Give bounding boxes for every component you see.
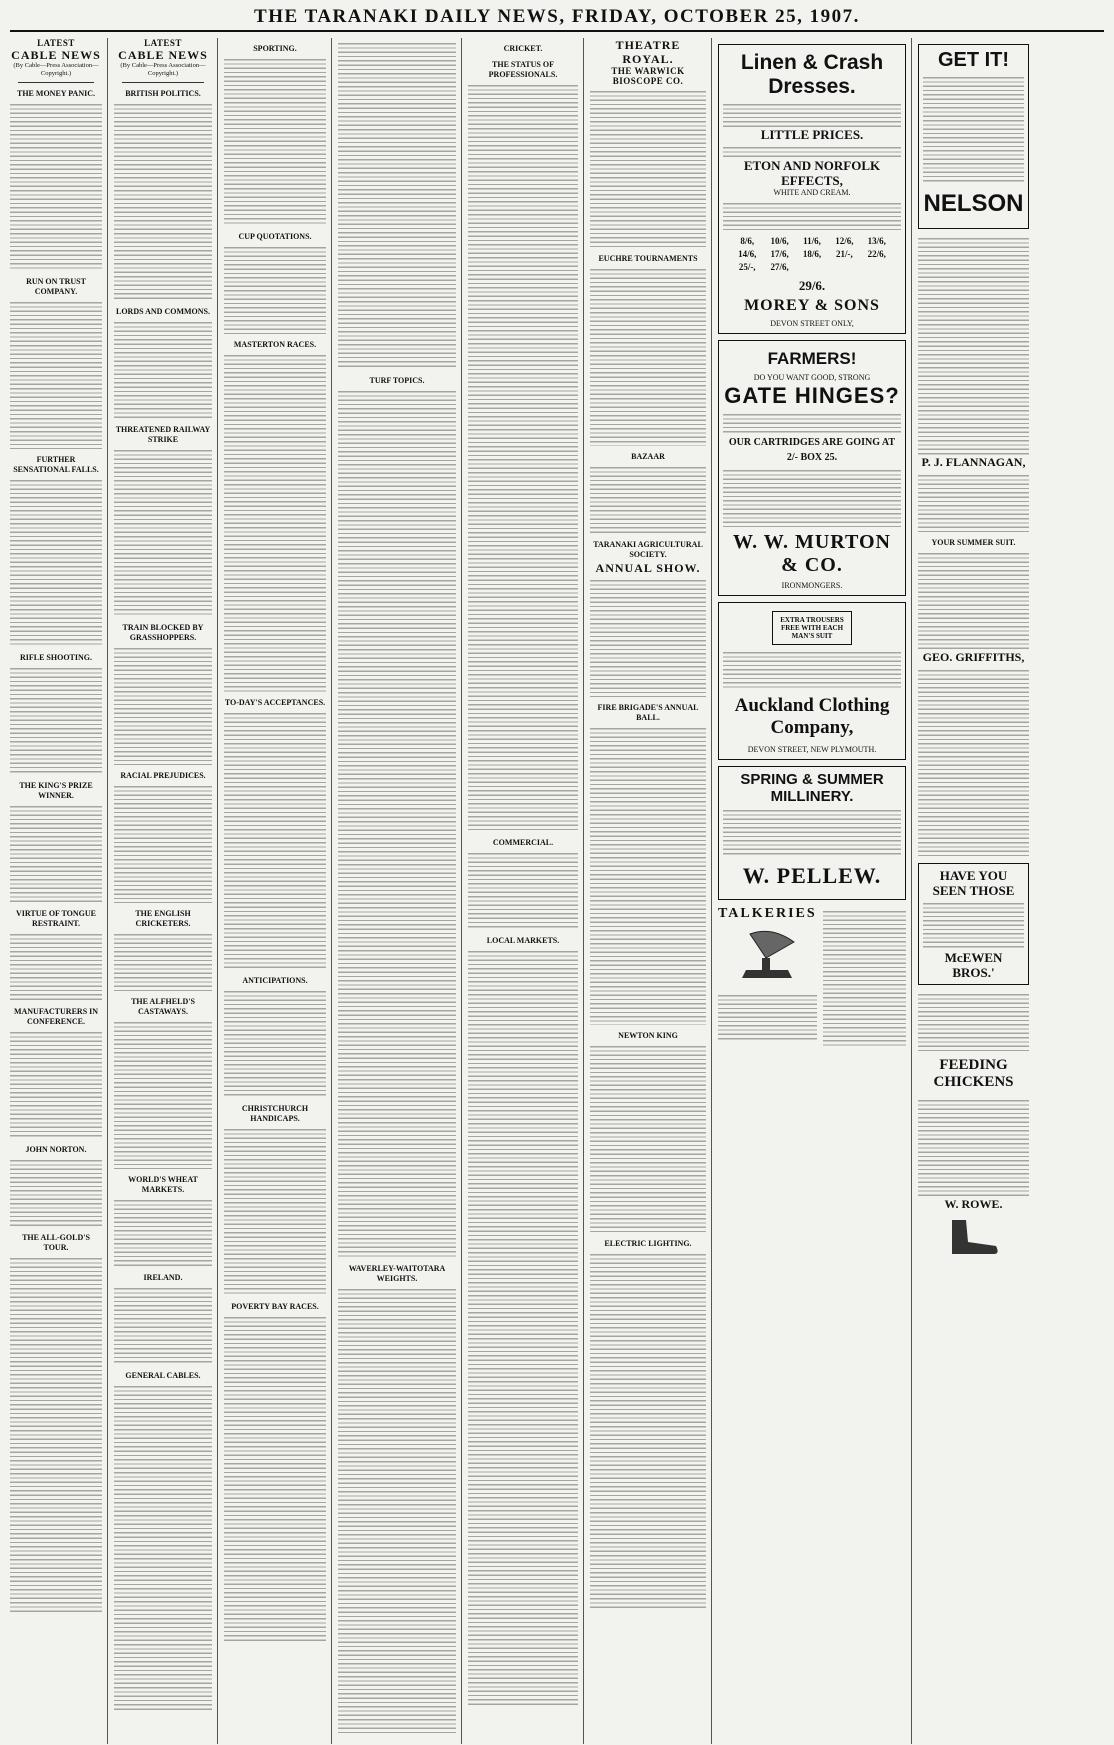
- cable-news-title: CABLE NEWS: [11, 48, 101, 62]
- article-heading: THE STATUS OF PROFESSIONALS.: [488, 60, 558, 79]
- article-heading: LORDS AND COMMONS.: [115, 307, 210, 316]
- flannagan-name: P. J. FLANNAGAN,: [921, 455, 1026, 469]
- section-heading: CRICKET.: [503, 44, 543, 53]
- talkeries-headline: TALKERIES: [718, 906, 817, 921]
- masthead: THE TARANAKI DAILY NEWS, FRIDAY, OCTOBER 25, 1907.: [10, 6, 1104, 32]
- ad-body: [718, 992, 817, 1042]
- ad-body: [918, 1097, 1029, 1197]
- ad-body: [823, 908, 906, 1048]
- notice-body: [590, 725, 706, 1025]
- price: 21/-,: [836, 249, 853, 259]
- annual-show-heading: ANNUAL SHOW.: [595, 561, 701, 575]
- divider: [122, 82, 204, 83]
- article-heading: TRAIN BLOCKED BY GRASSHOPPERS.: [122, 623, 204, 642]
- article-heading: FURTHER SENSATIONAL FALLS.: [13, 455, 99, 474]
- column-grid: [10, 38, 1104, 1744]
- article-body: [338, 388, 456, 1258]
- article-heading: RIFLE SHOOTING.: [19, 653, 92, 662]
- column-advertisements: [718, 38, 912, 1744]
- talkeries-ad: [718, 906, 817, 1048]
- article-heading: WAVERLEY-WAITOTARA WEIGHTS.: [348, 1264, 446, 1283]
- devon-street-address: DEVON STREET ONLY,: [770, 319, 854, 328]
- article-body: [338, 1286, 456, 1736]
- article-body: [224, 1126, 326, 1296]
- lower-ads: [718, 906, 906, 1048]
- article-heading: WORLD'S WHEAT MARKETS.: [128, 1175, 198, 1194]
- article-body: [10, 931, 102, 1001]
- theatre-royal-heading: THEATRE ROYAL.: [615, 38, 681, 66]
- ad-body: [723, 200, 901, 230]
- article-body: [10, 665, 102, 775]
- article-heading: RUN ON TRUST COMPANY.: [26, 277, 86, 296]
- notice-body: [590, 266, 706, 446]
- article-body: [10, 803, 102, 903]
- notice-body: [590, 577, 706, 697]
- market-prices: [468, 948, 578, 1708]
- notice-body: [590, 1251, 706, 1611]
- column-sporting: [224, 38, 332, 1744]
- gate-hinges-headline: GATE HINGES?: [724, 383, 900, 408]
- column-turf: [338, 38, 462, 1744]
- article-heading: THREATENED RAILWAY STRIKE: [115, 425, 211, 444]
- article-heading: THE KING'S PRIZE WINNER.: [19, 781, 93, 800]
- press-byline: (By Cable—Press Association—Copyright.): [120, 62, 206, 77]
- notice-heading: FIRE BRIGADE'S ANNUAL BALL.: [597, 703, 699, 722]
- auckland-clothing-ad: [718, 602, 906, 760]
- article-body: [224, 710, 326, 970]
- notice-body: [590, 88, 706, 248]
- article-body: [10, 477, 102, 647]
- ad-body: [918, 667, 1029, 857]
- notice-heading: TARANAKI AGRICULTURAL SOCIETY.: [593, 540, 703, 559]
- linen-crash-headline: Linen & Crash Dresses.: [740, 51, 884, 98]
- article-heading: IRELAND.: [143, 1273, 183, 1282]
- boot-icon: [944, 1216, 1004, 1258]
- article-heading: THE MONEY PANIC.: [17, 89, 95, 98]
- mcewen-name: McEWEN BROS.': [944, 950, 1003, 980]
- article-body: [224, 352, 326, 692]
- ad-body: [723, 101, 901, 127]
- ad-body: [723, 467, 901, 527]
- extra-trousers-box: EXTRA TROUSERS FREE WITH EACH MAN'S SUIT: [772, 611, 852, 645]
- price: 14/6,: [738, 249, 757, 259]
- cartridges-line: OUR CARTRIDGES ARE GOING AT 2/- BOX 25.: [728, 437, 896, 463]
- article-heading: GENERAL CABLES.: [125, 1371, 201, 1380]
- article-body: [10, 1255, 102, 1615]
- article-heading: BRITISH POLITICS.: [125, 89, 201, 98]
- murton-ad: [718, 340, 906, 596]
- section-heading: COMMERCIAL.: [492, 838, 554, 847]
- article-body: [114, 645, 212, 765]
- cable-news-title: CABLE NEWS: [118, 48, 208, 62]
- article-body: [10, 1029, 102, 1139]
- little-prices-heading: LITTLE PRICES.: [760, 127, 864, 142]
- morey-sons-name: MOREY & SONS: [744, 297, 880, 314]
- article-body: [10, 1157, 102, 1227]
- farmers-sub: DO YOU WANT GOOD, STRONG: [753, 373, 871, 382]
- article-body: [114, 783, 212, 903]
- article-body: [114, 1019, 212, 1169]
- notice-heading: EUCHRE TOURNAMENTS: [598, 254, 698, 263]
- latest-caption: LATEST: [144, 38, 182, 48]
- article-body: [114, 101, 212, 301]
- article-heading: MASTERTON RACES.: [233, 340, 317, 349]
- article-heading: JOHN NORTON.: [25, 1145, 87, 1154]
- article-body: [114, 1383, 212, 1713]
- article-heading: THE ALFHELD'S CASTAWAYS.: [131, 997, 195, 1016]
- murton-name: W. W. MURTON & CO.: [732, 531, 891, 576]
- notice-heading: NEWTON KING: [618, 1031, 678, 1040]
- article-heading: THE ENGLISH CRICKETERS.: [135, 909, 191, 928]
- ad-body: [918, 991, 1029, 1051]
- price: 27/6,: [770, 262, 789, 272]
- summer-suit-heading: YOUR SUMMER SUIT.: [931, 538, 1016, 547]
- ad-body: [723, 144, 901, 158]
- pellew-name: W. PELLEW.: [742, 863, 882, 888]
- white-cream-heading: WHITE AND CREAM.: [773, 188, 851, 197]
- article-body: [114, 447, 212, 617]
- mcewen-ad: [918, 863, 1029, 985]
- nelson-tea-ad: [918, 44, 1029, 229]
- bioscope-heading: THE WARWICK BIOSCOPE CO.: [611, 66, 685, 86]
- article-body: [224, 244, 326, 334]
- newton-king-ad: [823, 906, 906, 1048]
- price-final: 29/6.: [798, 278, 826, 293]
- article-heading: LOCAL MARKETS.: [486, 936, 560, 945]
- notice-heading: BAZAAR: [631, 452, 665, 461]
- article-heading: VIRTUE OF TONGUE RESTRAINT.: [15, 909, 97, 928]
- latest-caption: LATEST: [37, 38, 75, 48]
- article-heading: ANTICIPATIONS.: [242, 976, 308, 985]
- ad-body: [723, 807, 901, 857]
- article-body: [10, 101, 102, 271]
- article-body: [224, 988, 326, 1098]
- price: 25/-,: [738, 262, 756, 272]
- ad-body: [918, 550, 1029, 650]
- pellew-ad: [718, 766, 906, 900]
- nelson-tea-name: NELSON: [923, 190, 1024, 217]
- auckland-clothing-name: Auckland Clothing Company,: [734, 695, 890, 738]
- auckland-address: DEVON STREET, NEW PLYMOUTH.: [747, 745, 877, 754]
- price: 12/6,: [835, 236, 854, 246]
- ad-body: [923, 74, 1024, 184]
- classified-ads: [918, 235, 1029, 455]
- notice-heading: ELECTRIC LIGHTING.: [604, 1239, 692, 1248]
- get-it-headline: GET IT!: [937, 49, 1010, 71]
- article-body: [114, 1285, 212, 1365]
- article-body: [338, 40, 456, 370]
- eton-norfolk-heading: ETON AND NORFOLK EFFECTS,: [743, 158, 881, 188]
- ad-body: [723, 649, 901, 689]
- article-heading: TURF TOPICS.: [369, 376, 425, 385]
- price: 13/6,: [867, 236, 886, 246]
- article-body: [114, 931, 212, 991]
- article-body: [468, 850, 578, 930]
- article-body: [468, 82, 578, 832]
- farmers-headline: FARMERS!: [767, 349, 857, 368]
- ad-body: [723, 411, 901, 435]
- column-cricket-commercial: [468, 38, 584, 1744]
- rowe-name: W. ROWE.: [944, 1197, 1003, 1211]
- notice-body: [590, 1043, 706, 1233]
- article-heading: POVERTY BAY RACES.: [231, 1302, 319, 1311]
- griffiths-name: GEO. GRIFFITHS,: [922, 650, 1025, 664]
- ad-body: [923, 900, 1024, 950]
- article-body: [224, 56, 326, 226]
- notice-body: [590, 464, 706, 534]
- section-heading: SPORTING.: [253, 44, 297, 53]
- article-heading: CHRISTCHURCH HANDICAPS.: [241, 1104, 309, 1123]
- article-heading: THE ALL-GOLD'S TOUR.: [22, 1233, 90, 1252]
- price-list: [731, 236, 893, 272]
- price: 22/6,: [867, 249, 886, 259]
- ironmongers-label: IRONMONGERS.: [781, 581, 843, 590]
- article-body: [114, 319, 212, 419]
- article-heading: TO-DAY'S ACCEPTANCES.: [224, 698, 326, 707]
- morey-sons-ad: [718, 44, 906, 334]
- column-small-ads: [918, 38, 1034, 1744]
- article-heading: CUP QUOTATIONS.: [238, 232, 312, 241]
- spring-millinery-headline: SPRING & SUMMER MILLINERY.: [740, 771, 884, 805]
- price: 11/6,: [803, 236, 821, 246]
- phonograph-icon: [732, 928, 802, 986]
- price: 8/6,: [740, 236, 755, 246]
- article-heading: MANUFACTURERS IN CONFERENCE.: [13, 1007, 99, 1026]
- column-cable-news-2: [114, 38, 218, 1744]
- press-byline: (By Cable—Press Association—Copyright.): [13, 62, 99, 77]
- divider: [18, 82, 94, 83]
- ad-body: [918, 472, 1029, 532]
- price: 18/6,: [802, 249, 822, 259]
- article-body: [10, 299, 102, 449]
- article-body: [114, 1197, 212, 1267]
- article-heading: RACIAL PREJUDICES.: [120, 771, 206, 780]
- price: 10/6,: [770, 236, 789, 246]
- have-you-seen: HAVE YOU SEEN THOSE: [932, 868, 1015, 898]
- column-cable-news-1: [10, 38, 108, 1744]
- column-notices: [590, 38, 712, 1744]
- feeding-chickens-headline: FEEDING CHICKENS: [933, 1057, 1014, 1090]
- article-body: [224, 1314, 326, 1644]
- price: 17/6,: [770, 249, 789, 259]
